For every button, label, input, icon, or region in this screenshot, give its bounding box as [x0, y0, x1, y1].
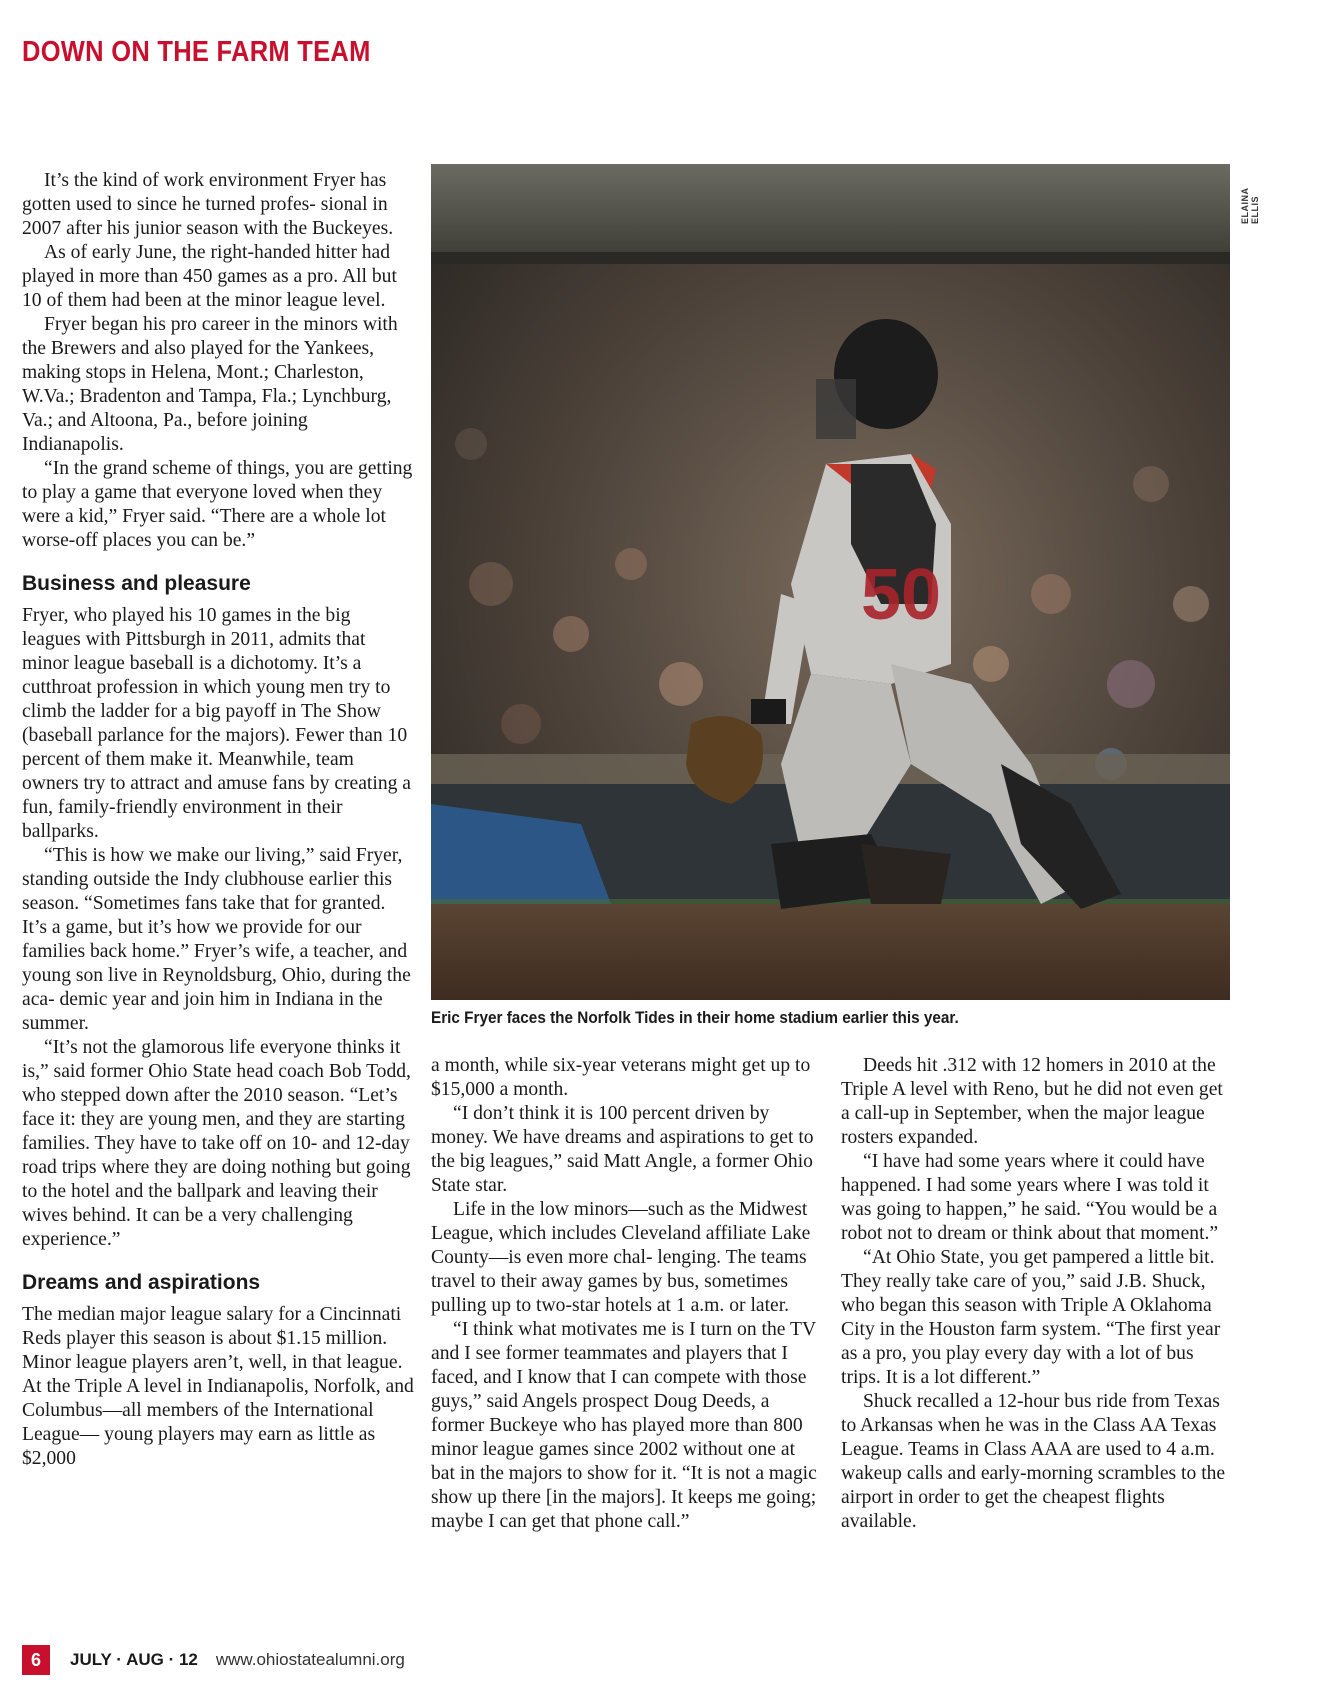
paragraph: “At Ohio State, you get pampered a little bit. They really take care of you,” said J.B. Shuck, who began this season with Triple A Oklahoma City in the Houston farm system. “The first year as a pro, you play every day with a lot of bus trips. It is a lot different.” — [841, 1247, 1221, 1388]
paragraph: a month, while six-year veterans might get up to $15,000 a month. — [431, 1055, 811, 1100]
paragraph: “In the grand scheme of things, you are getting to play a game that everyone loved when they were a kid,” Fryer said. “There are a whole lot worse-off places you can be.” — [22, 458, 413, 551]
photo-credit: ELAINA ELLIS — [1240, 187, 1260, 224]
paragraph: As of early June, the right-handed hitter had played in more than 450 games as a pro. All but 10 of them had been at the minor league level. — [22, 242, 397, 311]
paragraph: Deeds hit .312 with 12 homers in 2010 at the Triple A level with Reno, but he did not even get a call-up in September, when the major league rosters expanded. — [841, 1055, 1223, 1148]
paragraph: “I don’t think it is 100 percent driven by money. We have dreams and aspirations to get to the big leagues,” said Matt Angle, a former Ohio State star. — [431, 1103, 814, 1196]
page-number: 6 — [22, 1645, 50, 1675]
article-column-3 — [841, 1054, 1233, 1534]
svg-text:50: 50 — [861, 555, 942, 635]
paragraph: Shuck recalled a 12-hour bus ride from Texas to Arkansas when he was in the Class AA Texas League. Teams in Class AAA are used to 4 a.m. wakeup calls and early-morning scrambles to the airport in order to get the cheapest flights available. — [841, 1391, 1226, 1532]
catcher-photo — [431, 164, 1230, 1000]
paragraph: Life in the low minors—such as the Midwest League, which includes Cleveland affiliate Lake County—is even more chal- lenging. The teams travel to their away games by bus, sometimes pulling up to two-star hotels at 1 a.m. or later. — [431, 1199, 811, 1316]
catcher-photo-illustration — [431, 164, 1230, 1000]
issue-date: JULY · AUG · 12 — [70, 1650, 198, 1669]
subhead-dreams: Dreams and aspirations — [22, 1271, 261, 1294]
section-title: DOWN ON THE FARM TEAM — [22, 36, 371, 68]
article-column-2 — [431, 1054, 821, 1534]
paragraph: “I think what motivates me is I turn on the TV and I see former teammates and players that I faced, and I know that I can compete with those guys,” said Angels prospect Doug Deeds, a former Buckeye who has played more than 800 minor league games since 2002 without one at bat in the majors to show for it. “It is not a magic show up there [in the majors]. It keeps me going; maybe I can get that phone call.” — [431, 1319, 817, 1532]
paragraph: Fryer began his pro career in the minors with the Brewers and also played for the Yankees, making stops in Helena, Mont.; Charleston, W.Va.; Bradenton and Tampa, Fla.; Lynchburg, Va.; and Altoona, Pa., before joining Indianapolis. — [22, 314, 398, 455]
page-footer — [22, 1645, 405, 1675]
photo-caption: Eric Fryer faces the Norfolk Tides in their home stadium earlier this year. — [431, 1008, 959, 1027]
paragraph: The median major league salary for a Cincinnati Reds player this season is about $1.15 million. Minor league players aren’t, well, in that league. At the Triple A level in Indianapolis, Norfolk, and Columbus—all members of the International League— young players may earn as little as $2,000 — [22, 1304, 414, 1469]
article-column-1 — [22, 169, 414, 1471]
paragraph: It’s the kind of work environment Fryer has gotten used to since he turned profes- sional in 2007 after his junior season with the Buckeyes. — [22, 170, 394, 239]
paragraph: Fryer, who played his 10 games in the big leagues with Pittsburgh in 2011, admits that minor league baseball is a dichotomy. It’s a cutthroat profession in which young men try to climb the ladder for a big payoff in The Show (baseball parlance for the majors). Fewer than 10 percent of them make it. Meanwhile, team owners try to attract and amuse fans by creating a fun, family-friendly environment in their ballparks. — [22, 605, 412, 842]
website-link[interactable]: www.ohiostatealumni.org — [215, 1650, 405, 1669]
paragraph: “I have had some years where it could have happened. I had some years where I was told it was going to happen,” he said. “You would be a robot not to dream or think about that moment.” — [841, 1151, 1219, 1244]
paragraph: “It’s not the glamorous life everyone thinks it is,” said former Ohio State head coach Bob Todd, who stepped down after the 2010 season. “Let’s face it: they are young men, and they are starting families. They have to take off on 10- and 12-day road trips where they are doing nothing but going to the hotel and the ballpark and leaving their wives behind. It can be a very challenging experience.” — [22, 1037, 411, 1250]
subhead-business: Business and pleasure — [22, 572, 251, 595]
paragraph: “This is how we make our living,” said Fryer, standing outside the Indy clubhouse earlier this season. “Sometimes fans take that for granted. It’s a game, but it’s how we provide for our families back home.” Fryer’s wife, a teacher, and young son live in Reynoldsburg, Ohio, during the aca- demic year and join him in Indiana in the summer. — [22, 845, 411, 1034]
